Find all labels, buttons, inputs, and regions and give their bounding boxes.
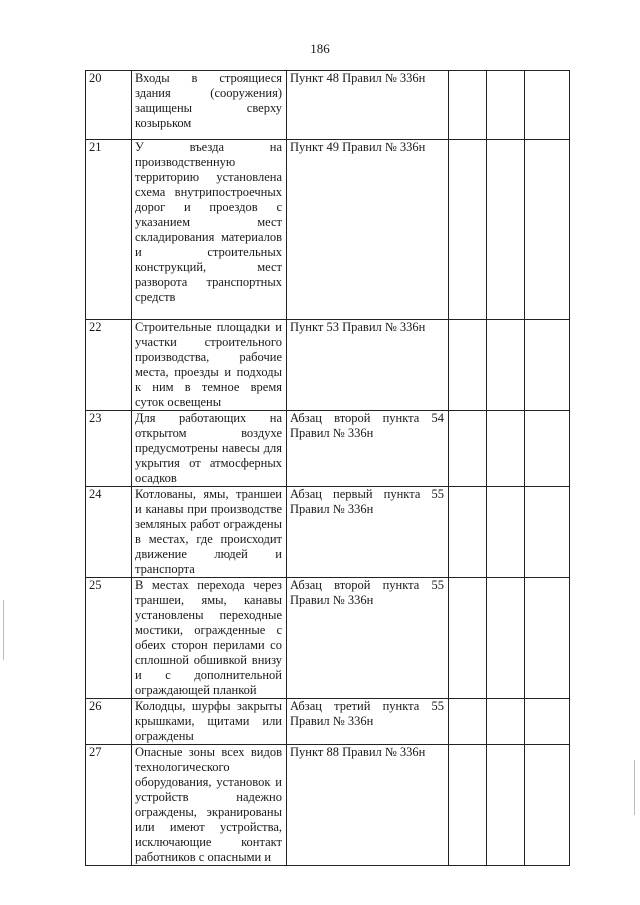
row-number: 27 xyxy=(86,745,132,866)
legal-reference: Пункт 49 Правил № 336н xyxy=(287,140,449,320)
row-number: 20 xyxy=(86,71,132,140)
legal-reference: Абзац второй пункта 55 Правил № 336н xyxy=(287,578,449,699)
answer-cell[interactable] xyxy=(525,578,570,699)
legal-reference: Абзац третий пункта 55 Правил № 336н xyxy=(287,699,449,745)
answer-cell[interactable] xyxy=(525,140,570,320)
row-number: 26 xyxy=(86,699,132,745)
row-number: 23 xyxy=(86,411,132,487)
page-number: 186 xyxy=(310,41,330,56)
answer-cell[interactable] xyxy=(487,320,525,411)
answer-cell[interactable] xyxy=(487,411,525,487)
row-number: 25 xyxy=(86,578,132,699)
answer-cell[interactable] xyxy=(525,411,570,487)
row-number: 21 xyxy=(86,140,132,320)
requirement-text: Входы в строящиеся здания (сооружения) защищены сверху козырьком xyxy=(132,71,287,140)
answer-cell[interactable] xyxy=(525,745,570,866)
answer-cell[interactable] xyxy=(487,699,525,745)
answer-cell[interactable] xyxy=(449,699,487,745)
table-row xyxy=(86,578,570,699)
answer-cell[interactable] xyxy=(449,578,487,699)
table-row xyxy=(86,71,570,140)
requirement-text: Котлованы, ямы, траншеи и канавы при производстве земляных работ ограждены в местах, где происходит движение людей и транспорта xyxy=(132,487,287,578)
answer-cell[interactable] xyxy=(487,487,525,578)
answer-cell[interactable] xyxy=(487,71,525,140)
scan-edge-mark-left xyxy=(3,600,4,660)
answer-cell[interactable] xyxy=(487,140,525,320)
legal-reference: Абзац первый пункта 55 Правил № 336н xyxy=(287,487,449,578)
answer-cell[interactable] xyxy=(525,487,570,578)
table-row xyxy=(86,140,570,320)
scan-edge-mark-right xyxy=(634,760,635,815)
answer-cell[interactable] xyxy=(487,745,525,866)
legal-reference: Пункт 88 Правил № 336н xyxy=(287,745,449,866)
requirement-text: В местах перехода через траншеи, ямы, канавы установлены переходные мостики, огражденные с обеих сторон перилами со сплошной обшивкой внизу и с дополнительной ограждающей планкой xyxy=(132,578,287,699)
requirement-text: Опасные зоны всех видов технологического оборудования, установок и устройств надежно ограждены, экранированы или имеют устройства, исключающие контакт работников с опасными и xyxy=(132,745,287,866)
table-row xyxy=(86,411,570,487)
requirement-text: Колодцы, шурфы закрыты крышками, щитами или ограждены xyxy=(132,699,287,745)
answer-cell[interactable] xyxy=(449,411,487,487)
table-row xyxy=(86,320,570,411)
table-row xyxy=(86,699,570,745)
table-row xyxy=(86,487,570,578)
answer-cell[interactable] xyxy=(525,699,570,745)
requirements-table xyxy=(85,70,570,866)
legal-reference: Пункт 48 Правил № 336н xyxy=(287,71,449,140)
requirement-text: У въезда на производственную территорию установлена схема внутрипостроечных дорог и проездов с указанием мест складирования материалов и строительных конструкций, мест разворота транспортных средств xyxy=(132,140,287,320)
table-row xyxy=(86,745,570,866)
legal-reference: Абзац второй пункта 54 Правил № 336н xyxy=(287,411,449,487)
answer-cell[interactable] xyxy=(449,487,487,578)
legal-reference: Пункт 53 Правил № 336н xyxy=(287,320,449,411)
answer-cell[interactable] xyxy=(487,578,525,699)
answer-cell[interactable] xyxy=(449,320,487,411)
row-number: 24 xyxy=(86,487,132,578)
row-number: 22 xyxy=(86,320,132,411)
answer-cell[interactable] xyxy=(525,320,570,411)
requirement-text: Строительные площадки и участки строительного производства, рабочие места, проезды и подходы к ним в темное время суток освещены xyxy=(132,320,287,411)
answer-cell[interactable] xyxy=(449,71,487,140)
answer-cell[interactable] xyxy=(449,140,487,320)
answer-cell[interactable] xyxy=(449,745,487,866)
answer-cell[interactable] xyxy=(525,71,570,140)
requirement-text: Для работающих на открытом воздухе предусмотрены навесы для укрытия от атмосферных осадков xyxy=(132,411,287,487)
